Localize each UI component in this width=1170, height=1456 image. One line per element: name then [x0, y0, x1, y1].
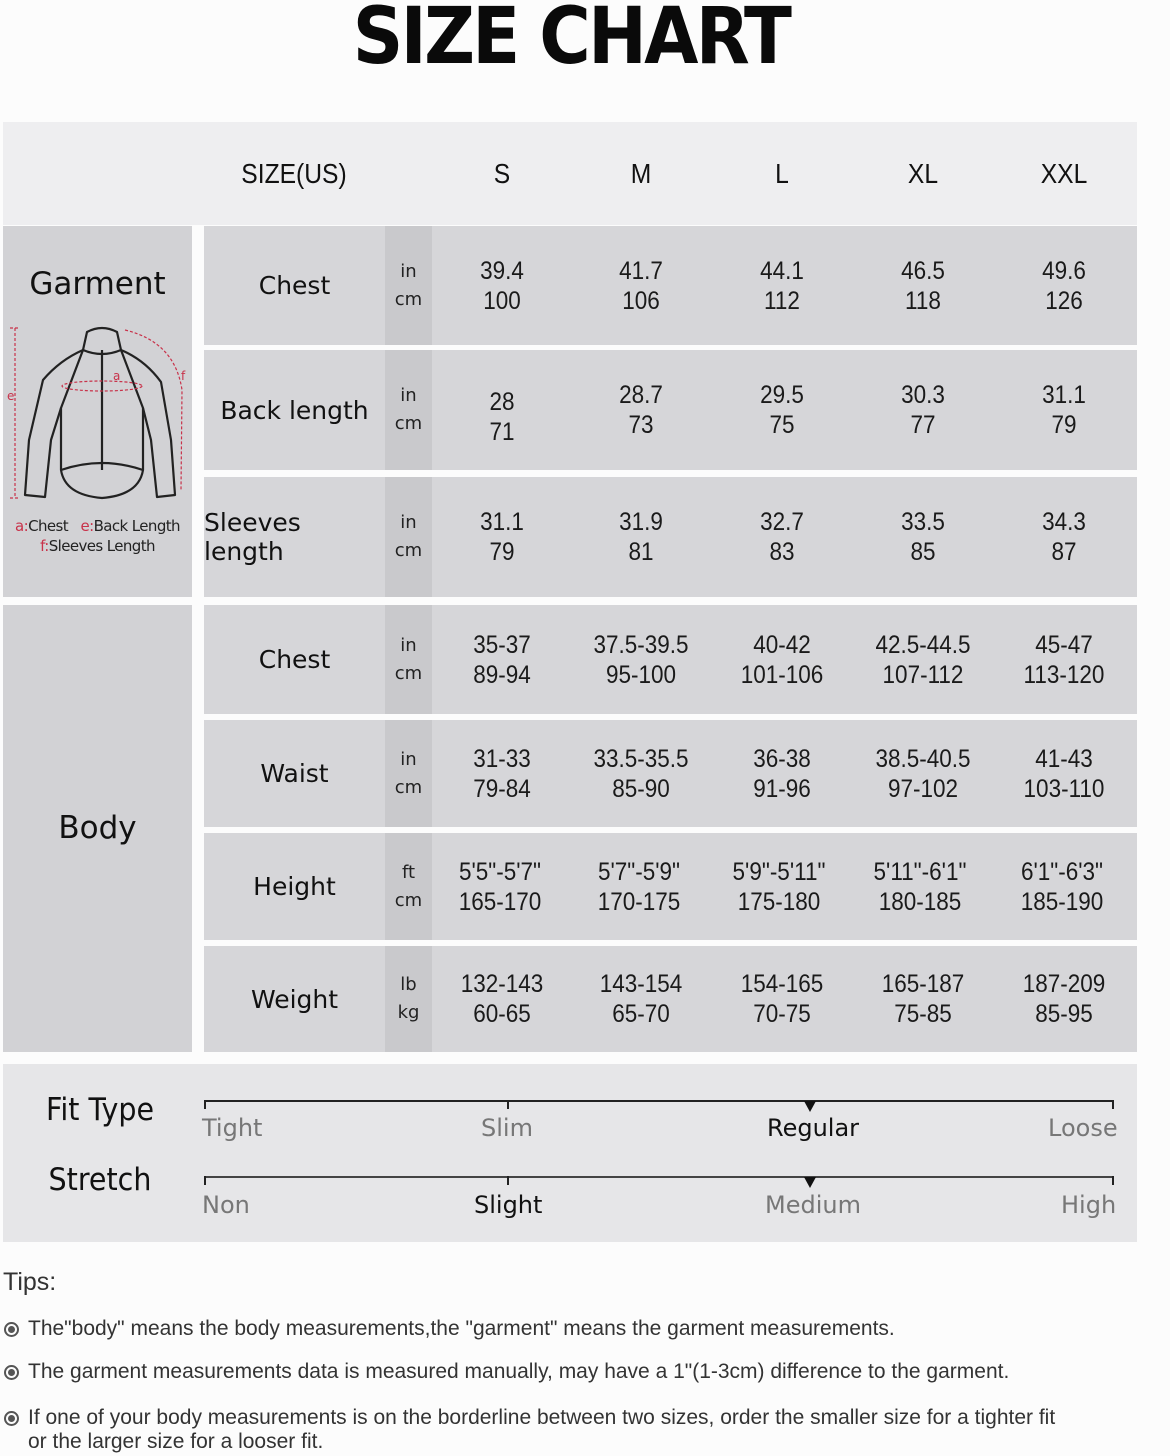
- svg-text:f: f: [181, 369, 186, 383]
- unit-label: in cm: [394, 748, 423, 798]
- value-cell: 46.5 118: [901, 256, 945, 315]
- value-cell: 165-187 75-85: [881, 970, 965, 1028]
- value-cell: 33.5-35.5 85-90: [593, 744, 689, 803]
- value-cell: 40-42 101-106: [740, 630, 824, 689]
- value-cell: 34.3 87: [1042, 508, 1086, 566]
- fit-option-regular-selected: Regular: [767, 1114, 860, 1142]
- unit-label: lb kg: [397, 974, 420, 1023]
- row-label: Chest: [258, 271, 331, 300]
- fit-type-scale: [204, 1100, 1114, 1102]
- legend-key-f: f:: [40, 537, 49, 555]
- size-column-l: L: [775, 158, 789, 189]
- value-cell: 31-33 79-84: [473, 744, 531, 803]
- legend-chest: Chest: [28, 517, 68, 535]
- value-cell: 42.5-44.5 107-112: [875, 630, 971, 689]
- tip-item: The garment measurements data is measured manually, may have a 1"(1-3cm) difference to the garment.: [4, 1360, 1164, 1384]
- value-cell: 32.7 83: [760, 508, 804, 566]
- stretch-option-slight-selected: Slight: [474, 1191, 543, 1219]
- row-label: Sleeves length: [204, 508, 301, 566]
- garment-row-sleeves-length: [204, 477, 1137, 597]
- value-cell: 31.1 79: [480, 508, 524, 566]
- unit-label: in cm: [394, 260, 423, 310]
- stretch-label: Stretch: [48, 1162, 152, 1198]
- value-cell: 36-38 91-96: [753, 744, 811, 803]
- value-cell: 143-154 65-70: [599, 970, 683, 1028]
- size-header-row: [3, 122, 1137, 225]
- unit-label: ft cm: [394, 861, 423, 911]
- size-column-s: S: [493, 158, 511, 189]
- body-row-chest: [204, 605, 1137, 714]
- radio-bullet-icon: [4, 1411, 19, 1426]
- fit-stretch-panel: [3, 1064, 1137, 1242]
- body-section-title: Body: [58, 810, 137, 846]
- fit-option-loose: Loose: [1048, 1114, 1118, 1142]
- value-cell: 5'5"-5'7" 165-170: [458, 857, 542, 916]
- size-column-xxl: XXL: [1040, 158, 1088, 189]
- value-cell: 44.1 112: [760, 256, 804, 315]
- size-column-xl: XL: [907, 158, 939, 189]
- legend-back-length: Back Length: [93, 517, 180, 535]
- unit-label: in cm: [394, 634, 423, 684]
- value-cell: 31.9 81: [619, 508, 663, 566]
- tip-item: If one of your body measurements is on the borderline between two sizes, order the smaller size for a tighter fit or the larger size for a looser fit.: [4, 1406, 1084, 1454]
- value-cell: 5'9"-5'11" 175-180: [732, 857, 826, 916]
- radio-bullet-icon: [4, 1365, 19, 1380]
- value-cell: 33.5 85: [901, 508, 945, 566]
- value-cell: 187-209 85-95: [1022, 970, 1106, 1028]
- body-row-weight: [204, 946, 1137, 1052]
- diagram-legend: [3, 516, 192, 556]
- size-column-m: M: [630, 158, 652, 189]
- legend-key-e: e:: [80, 517, 94, 535]
- value-cell: 29.5 75: [760, 381, 804, 439]
- unit-label: in cm: [394, 512, 423, 561]
- value-cell: 38.5-40.5 97-102: [875, 744, 971, 803]
- row-label: Height: [253, 872, 336, 901]
- stretch-option-non: Non: [202, 1191, 250, 1219]
- size-us-label: SIZE(US): [241, 158, 347, 189]
- value-cell: 6'1"-6'3" 185-190: [1020, 857, 1104, 916]
- tip-item: The"body" means the body measurements,the "garment" means the garment measurements.: [4, 1317, 1164, 1341]
- row-label: Chest: [258, 645, 331, 674]
- row-label: Waist: [260, 759, 329, 788]
- value-cell: 28.7 73: [619, 381, 663, 439]
- garment-section-title: Garment: [29, 266, 166, 302]
- stretch-scale: [204, 1176, 1114, 1178]
- radio-bullet-icon: [4, 1322, 19, 1337]
- value-cell: 132-143 60-65: [460, 970, 544, 1028]
- value-cell: 154-165 70-75: [740, 970, 824, 1028]
- row-label: Back length: [220, 395, 369, 425]
- value-cell: 39.4 100: [480, 256, 524, 315]
- svg-text:a: a: [113, 369, 121, 383]
- value-cell: 5'7"-5'9" 170-175: [597, 857, 681, 916]
- value-cell: 49.6 126: [1042, 256, 1086, 315]
- value-cell: 5'11"-6'1" 180-185: [873, 857, 967, 916]
- stretch-marker-icon: [804, 1177, 816, 1188]
- value-cell: 37.5-39.5 95-100: [593, 630, 689, 689]
- value-cell: 35-37 89-94: [473, 630, 531, 689]
- stretch-option-medium: Medium: [765, 1191, 861, 1219]
- fit-type-marker-icon: [804, 1101, 816, 1112]
- page-title: SIZE CHART: [352, 0, 790, 82]
- svg-text:e: e: [7, 389, 15, 403]
- fit-option-tight: Tight: [202, 1114, 263, 1142]
- value-cell: 45-47 113-120: [1023, 630, 1105, 689]
- value-cell: 41.7 106: [619, 256, 663, 315]
- row-label: Weight: [250, 984, 339, 1014]
- body-row-height: [204, 833, 1137, 940]
- garment-row-back-length: [204, 350, 1137, 470]
- legend-sleeves-length: Sleeves Length: [48, 537, 155, 555]
- body-row-waist: [204, 720, 1137, 827]
- value-cell: 30.3 77: [901, 381, 945, 439]
- value-cell: 28 71: [489, 388, 515, 446]
- fit-type-label: Fit Type: [45, 1092, 155, 1128]
- fit-option-slim: Slim: [481, 1114, 533, 1142]
- unit-label: in cm: [394, 385, 423, 434]
- value-cell: 31.1 79: [1042, 381, 1086, 439]
- garment-row-chest: [204, 226, 1137, 345]
- legend-key-a: a:: [15, 517, 29, 535]
- jacket-diagram-icon: [5, 320, 195, 505]
- stretch-option-high: High: [1061, 1191, 1117, 1219]
- value-cell: 41-43 103-110: [1023, 744, 1105, 803]
- tips-title: Tips:: [3, 1268, 57, 1296]
